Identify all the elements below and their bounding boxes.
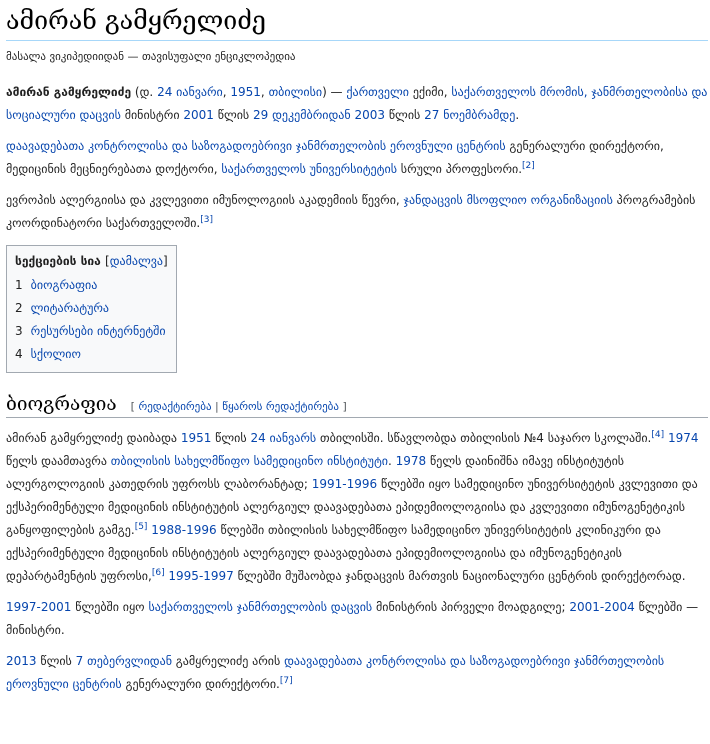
text: ექიმი,: [409, 85, 452, 99]
table-of-contents: [6, 245, 177, 373]
intro-paragraph: [6, 81, 708, 127]
text: წლის: [213, 108, 254, 122]
toc-item-literature[interactable]: [15, 297, 168, 320]
toc-item-biography[interactable]: [15, 274, 168, 297]
link-ncdc[interactable]: დაავადებათა კონტროლისა და საზოგადოებრივი ჯანმრთელობის ეროვნული ცენტრის: [6, 139, 506, 153]
reference-6[interactable]: [6]: [151, 568, 165, 578]
section-title: ბიოგრაფია: [6, 393, 117, 415]
link-georgian[interactable]: ქართველი: [346, 85, 410, 99]
text: გენერალური დირექტორი.: [121, 677, 280, 691]
text: თბილისში. სწავლობდა თბილისის №4 საჯარო სკოლაში.: [316, 431, 652, 445]
link-year-2003[interactable]: 2003: [354, 108, 386, 122]
toc-link[interactable]: სქოლიო: [30, 347, 81, 361]
text: ევროპის ალერგიისა და კვლევითი იმუნოლოგიის აკადემიის წევრი,: [6, 193, 404, 207]
text: წლის: [36, 654, 76, 668]
text: წელს დაინიშნა იმავე ინსტიტუტის ალერგოლოგიის კათედრის უფროსს ლაბორანტად;: [6, 454, 625, 491]
link-tbilisi[interactable]: თბილისი: [268, 85, 323, 99]
link-university-of-georgia[interactable]: საქართველოს უნივერსიტეტის: [221, 162, 397, 176]
link-1974[interactable]: 1974: [667, 431, 699, 445]
link-date-dec-29[interactable]: 29 დეკემბრიდან: [253, 108, 351, 122]
text: წლებში მუშაობდა ჯანდაცვის მართვის ნაციონალური ცენტრის დირექტორად.: [233, 569, 686, 583]
toc-item-resources[interactable]: [15, 320, 168, 343]
toc-item-footnotes[interactable]: [15, 343, 168, 366]
text: წლებში — მინისტრი.: [6, 600, 699, 637]
paragraph-position: [6, 135, 708, 181]
separator: |: [211, 400, 223, 413]
text: ) —: [322, 85, 347, 99]
text: წლის: [385, 108, 425, 122]
reference-2[interactable]: [2]: [522, 161, 535, 171]
subject-name: ამირან გამყრელიძე: [6, 85, 132, 99]
toc-number: 4: [15, 347, 23, 361]
biography-paragraph-3: [6, 650, 708, 696]
section-heading-biography: [6, 393, 708, 418]
link-who[interactable]: ჯანდაცვის მსოფლიო ორგანიზაციის: [403, 193, 613, 207]
edit-section-links: [131, 400, 347, 413]
text: გენერალური დირექტორი, მედიცინის მეცნიერებათა დოქტორი,: [6, 139, 664, 176]
toc-toggle-bracket: [105, 254, 168, 268]
link-ncdc-2[interactable]: დაავადებათა კონტროლისა და საზოგადოებრივი ჯანმრთელობის ეროვნული ცენტრის: [6, 654, 665, 691]
link-1995-1997[interactable]: 1995-1997: [168, 569, 234, 583]
text: გამყრელიძე არის: [171, 654, 285, 668]
link-medical-institute[interactable]: თბილისის სახელმწიფო სამედიცინო ინსტიტუტი: [110, 454, 389, 468]
text: პროგრამების კოორდინატორი საქართველოში.: [6, 193, 696, 230]
biography-paragraph-1: [6, 427, 708, 588]
link-1978[interactable]: 1978: [395, 454, 427, 468]
edit-source-link[interactable]: წყაროს რედაქტირება: [222, 400, 339, 413]
reference-4[interactable]: [4]: [651, 430, 665, 440]
text: მინისტრის პირველი მოადგილე;: [372, 600, 570, 614]
toc-link[interactable]: ბიოგრაფია: [30, 278, 98, 292]
text: ამირან გამყრელიძე დაიბადა: [6, 431, 181, 445]
biography-paragraph-2: [6, 596, 708, 642]
text: ,: [260, 85, 269, 99]
text: .: [515, 108, 520, 122]
text: წლის: [211, 431, 251, 445]
toc-list: [15, 274, 168, 366]
text: ,: [222, 85, 231, 99]
link-ministry[interactable]: საქართველოს მრომის, ჯანმრთელობისა და სოციალური დაცვის: [6, 85, 708, 122]
link-birth-year[interactable]: 1951: [230, 85, 261, 99]
toc-number: 1: [15, 278, 23, 292]
link-date-nov-27[interactable]: 27 ნოემბრამდე: [424, 108, 516, 122]
bracket: [: [105, 254, 110, 268]
text: .: [388, 454, 396, 468]
link-jan-24[interactable]: 24 იანვარს: [250, 431, 317, 445]
text: წელს დაამთავრა: [6, 454, 111, 468]
text: სრული პროფესორი.: [396, 162, 523, 176]
paragraph-academy: [6, 189, 708, 235]
link-birth-date[interactable]: 24 იანვარი: [157, 85, 223, 99]
link-1951[interactable]: 1951: [180, 431, 212, 445]
text: წლებში თბილისის სახელმწიფო სამედიცინო უნივერსიტეტის კლინიკური და ექსპერიმენტული მედიცინის ინსტიტუტის ალერგიულ დაავადებათა ეპიდემიოლოგიისა და იმუნოგენეტიკის დეპარტამენტის უფროსი,: [6, 523, 661, 583]
link-year-2001[interactable]: 2001: [183, 108, 214, 122]
toc-number: 3: [15, 324, 23, 338]
toc-link[interactable]: ლიტარატურა: [30, 301, 109, 315]
link-feb-7[interactable]: 7 თებერვლიდან: [75, 654, 172, 668]
toc-hide-toggle[interactable]: დამალვა: [109, 254, 163, 268]
text: (დ.: [131, 85, 158, 99]
toc-title: [15, 254, 168, 268]
bracket: ]: [338, 400, 347, 413]
toc-number: 2: [15, 301, 23, 315]
link-1988-1996[interactable]: 1988-1996: [151, 523, 217, 537]
toc-heading: სექციების სია: [15, 254, 101, 268]
link-2001-2004[interactable]: 2001-2004: [569, 600, 635, 614]
link-health-ministry[interactable]: საქართველოს ჯანმრთელობის დაცვის: [148, 600, 373, 614]
text: წლებში იყო: [71, 600, 149, 614]
reference-3[interactable]: [3]: [200, 215, 213, 225]
text: წლებში იყო სამედიცინო უნივერსიტეტის კვლევითი და ექსპერიმენტული მედიცინის ინსტიტუტის ალერგიულ დაავადებათა ეპიდემიოლოგიისა და კვლევითი იმუნოგენეტიკის განყოფილების გამგე.: [6, 477, 698, 537]
reference-7[interactable]: [7]: [279, 676, 293, 686]
bracket: [: [130, 400, 139, 413]
edit-link[interactable]: რედაქტირება: [138, 400, 212, 413]
link-1997-2001[interactable]: 1997-2001: [6, 600, 72, 614]
page-title: ამირან გამყრელიძე: [6, 0, 708, 41]
link-2013[interactable]: 2013: [6, 654, 37, 668]
toc-link[interactable]: რესურსები ინტერნეტში: [30, 324, 166, 338]
link-1991-1996[interactable]: 1991-1996: [311, 477, 378, 491]
reference-5[interactable]: [5]: [134, 522, 148, 532]
bracket: ]: [163, 254, 168, 268]
site-tagline: მასალა ვიკიპედიიდან — თავისუფალი ენციკლოპედია: [6, 50, 296, 63]
text: მინისტრი: [120, 108, 184, 122]
article: [6, 0, 708, 696]
